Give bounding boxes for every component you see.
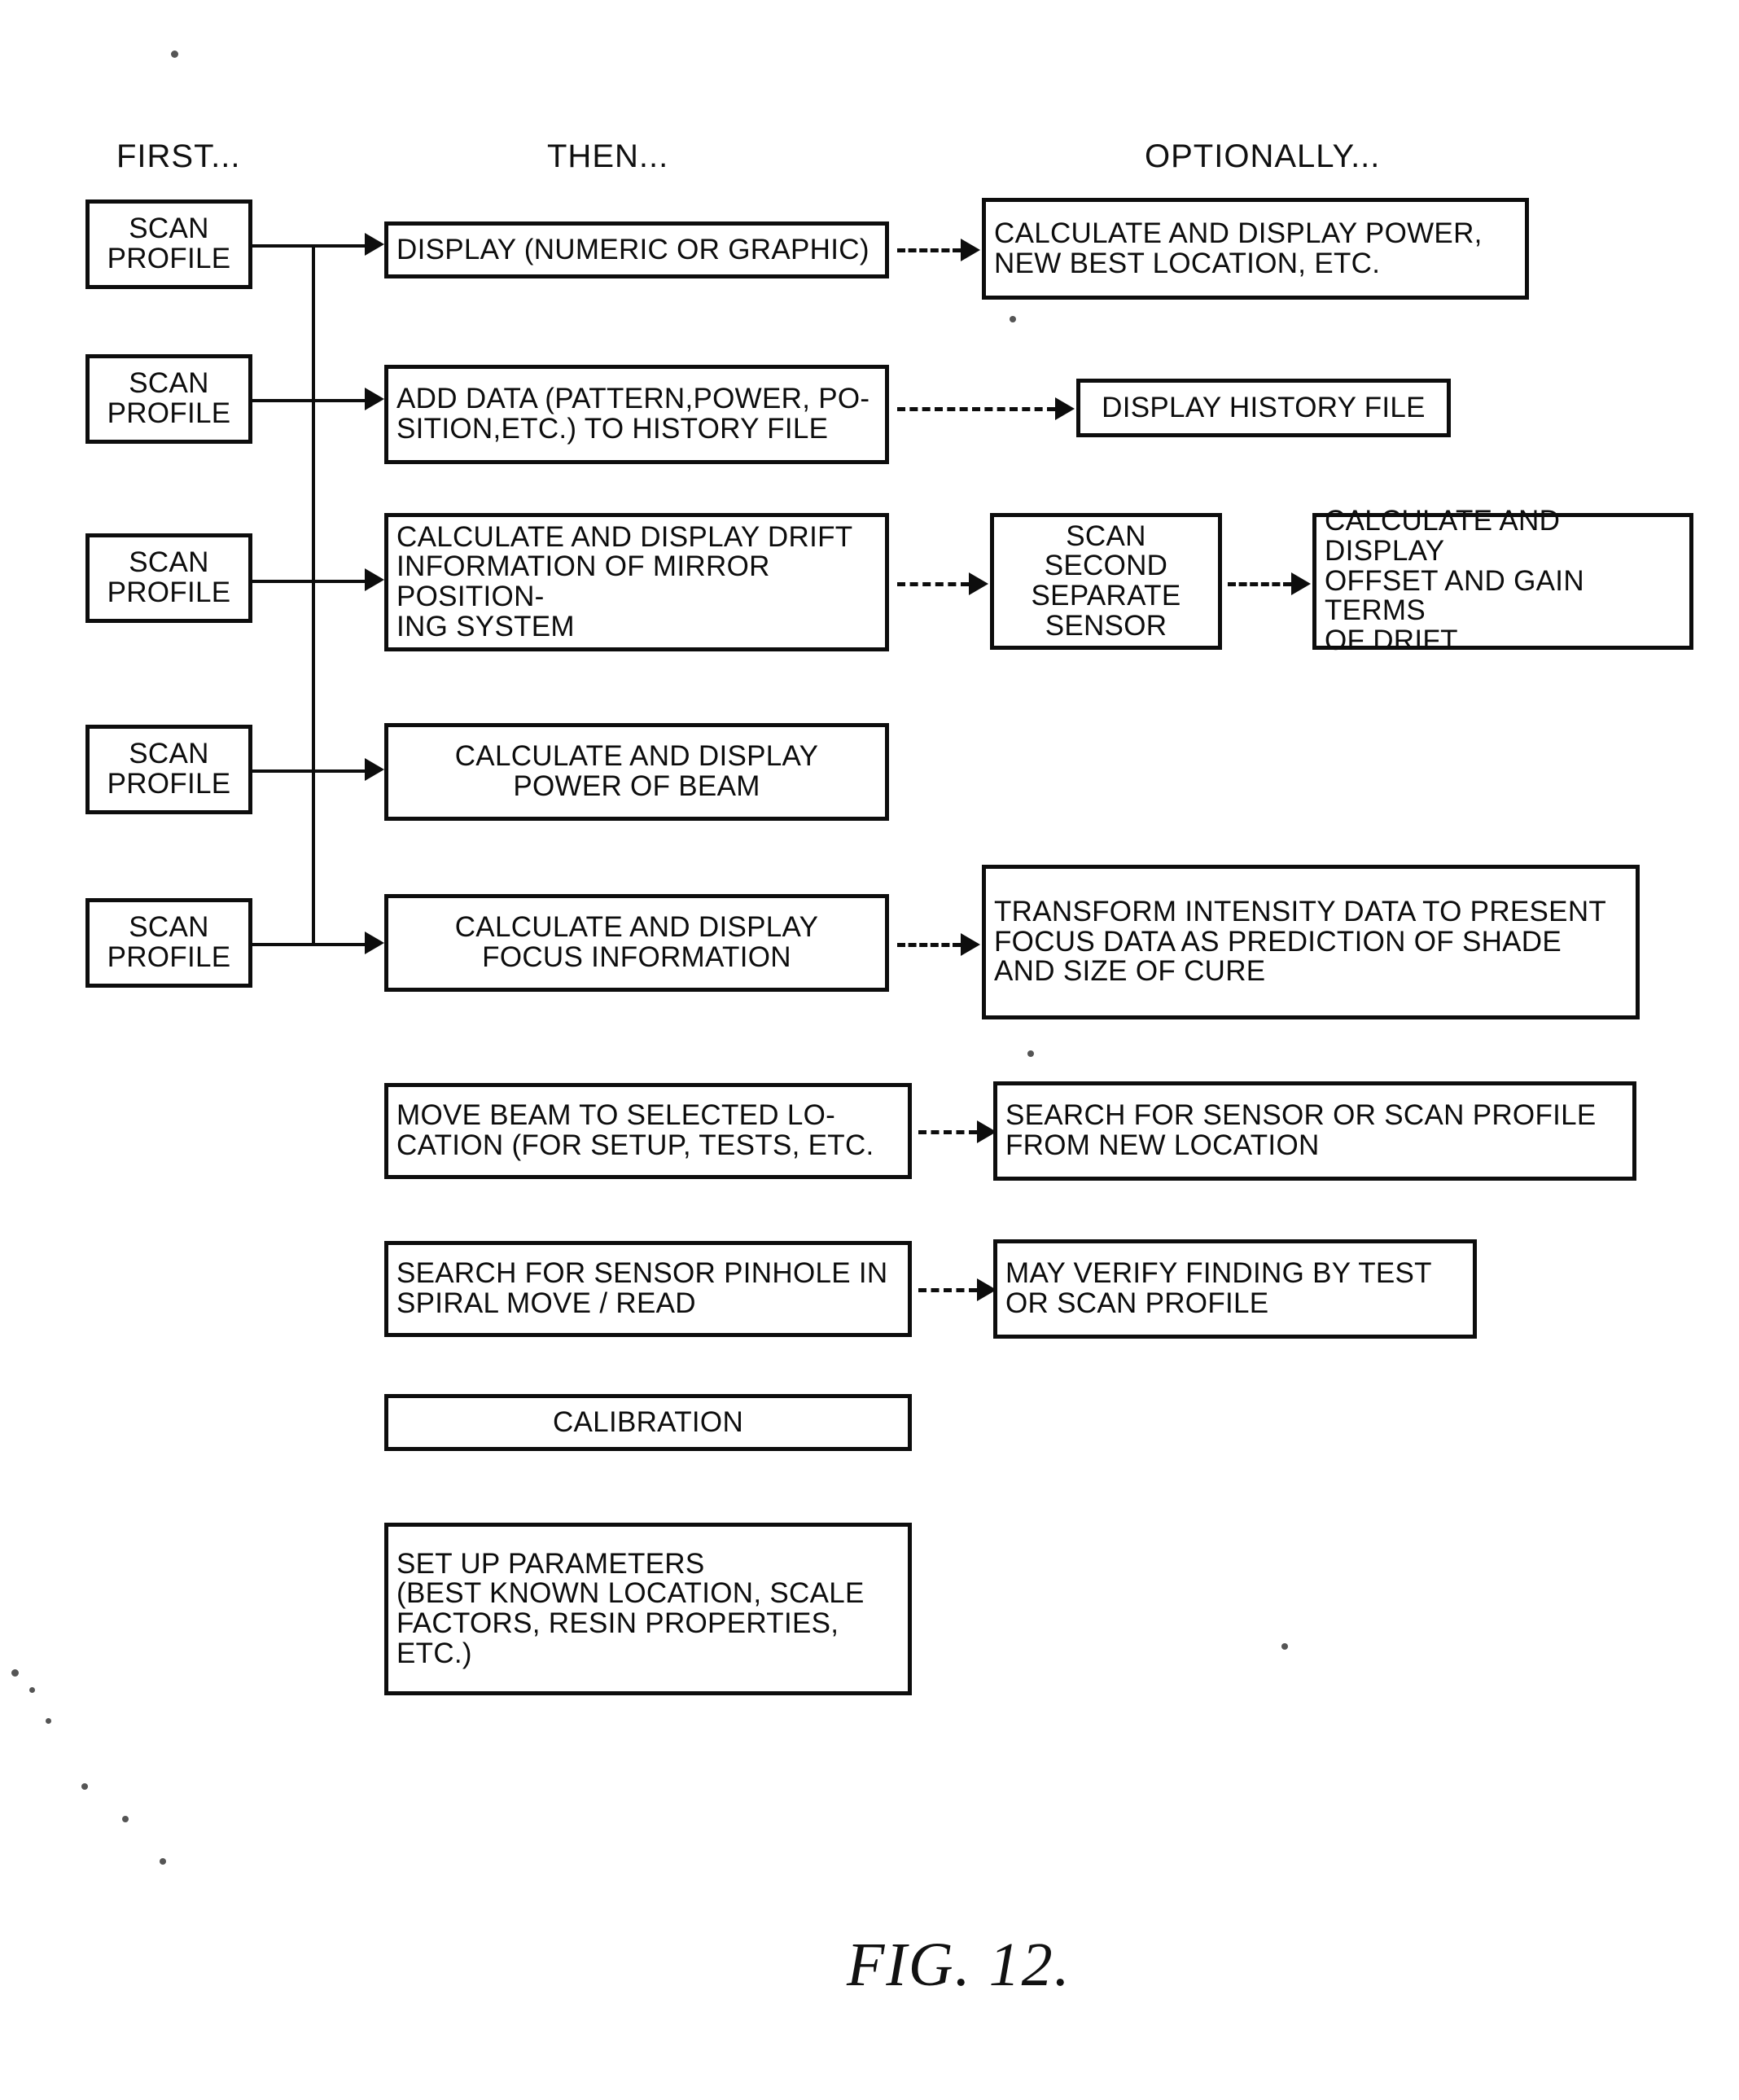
then-box-setup-parameters: SET UP PARAMETERS (BEST KNOWN LOCATION, SCALE FACTORS, RESIN PROPERTIES, ETC.) (384, 1523, 912, 1695)
then-box-focus-information: CALCULATE AND DISPLAY FOCUS INFORMATION (384, 894, 889, 992)
then-box-move-beam: MOVE BEAM TO SELECTED LO- CATION (FOR SETUP, TESTS, ETC. (384, 1083, 912, 1179)
scan-profile-box-3: SCAN PROFILE (85, 533, 252, 623)
then-box-search-pinhole: SEARCH FOR SENSOR PINHOLE IN SPIRAL MOVE / READ (384, 1241, 912, 1337)
scan-profile-box-5: SCAN PROFILE (85, 898, 252, 988)
arrow-head-row4 (365, 758, 384, 781)
dashed-connector-row6 (918, 1130, 977, 1134)
dashed-connector-row5 (897, 943, 961, 947)
optional-box-scan-second-sensor: SCAN SECOND SEPARATE SENSOR (990, 513, 1222, 650)
then-box-display: DISPLAY (NUMERIC OR GRAPHIC) (384, 221, 889, 278)
artifact-speck (11, 1669, 19, 1677)
artifact-speck (1010, 316, 1016, 322)
vertical-bus-line (312, 244, 315, 945)
column-header-first: FIRST... (116, 138, 241, 174)
artifact-speck (1281, 1643, 1288, 1650)
then-box-power-of-beam: CALCULATE AND DISPLAY POWER OF BEAM (384, 723, 889, 821)
dashed-connector-row1 (897, 248, 961, 252)
arrow-head-optional-row3-b (1291, 572, 1311, 595)
optional-box-verify-finding: MAY VERIFY FINDING BY TEST OR SCAN PROFILE (993, 1239, 1477, 1339)
artifact-speck (160, 1858, 166, 1865)
arrow-head-row5 (365, 932, 384, 954)
dashed-connector-row2 (897, 407, 1055, 411)
arrow-head-optional-row5 (961, 933, 980, 956)
optional-box-display-history-file: DISPLAY HISTORY FILE (1076, 379, 1451, 437)
arrow-head-row3 (365, 568, 384, 591)
arrow-head-optional-row1 (961, 239, 980, 261)
optional-box-search-sensor-new-location: SEARCH FOR SENSOR OR SCAN PROFILE FROM NEW LOCATION (993, 1081, 1636, 1181)
artifact-speck (29, 1687, 35, 1693)
dashed-connector-row7 (918, 1288, 977, 1292)
then-box-calibration: CALIBRATION (384, 1394, 912, 1451)
arrow-head-row1 (365, 233, 384, 256)
arrow-head-optional-row2 (1055, 397, 1075, 420)
then-box-add-data-history: ADD DATA (PATTERN,POWER, PO- SITION,ETC.) TO HISTORY FILE (384, 365, 889, 464)
artifact-speck (1027, 1050, 1034, 1057)
scan-profile-box-2: SCAN PROFILE (85, 354, 252, 444)
arrow-head-optional-row3-a (969, 572, 988, 595)
artifact-speck (46, 1718, 51, 1724)
scan-profile-box-4: SCAN PROFILE (85, 725, 252, 814)
dashed-connector-row3-a (897, 582, 969, 586)
artifact-speck (81, 1783, 88, 1790)
optional-box-transform-intensity: TRANSFORM INTENSITY DATA TO PRESENT FOCUS DATA AS PREDICTION OF SHADE AND SIZE OF CURE (982, 865, 1640, 1019)
column-header-optionally: OPTIONALLY... (1145, 138, 1381, 174)
arrow-head-row2 (365, 388, 384, 410)
optional-box-offset-gain-terms: CALCULATE AND DISPLAY OFFSET AND GAIN TERMS OF DRIFT (1312, 513, 1693, 650)
dashed-connector-row3-b (1228, 582, 1291, 586)
artifact-speck (171, 50, 178, 58)
then-box-drift-info: CALCULATE AND DISPLAY DRIFT INFORMATION OF MIRROR POSITION- ING SYSTEM (384, 513, 889, 651)
optional-box-calculate-power: CALCULATE AND DISPLAY POWER, NEW BEST LOCATION, ETC. (982, 198, 1529, 300)
scan-profile-box-1: SCAN PROFILE (85, 199, 252, 289)
artifact-speck (122, 1816, 129, 1822)
column-header-then: THEN... (547, 138, 669, 174)
figure-label: FIG. 12. (847, 1931, 1071, 1999)
